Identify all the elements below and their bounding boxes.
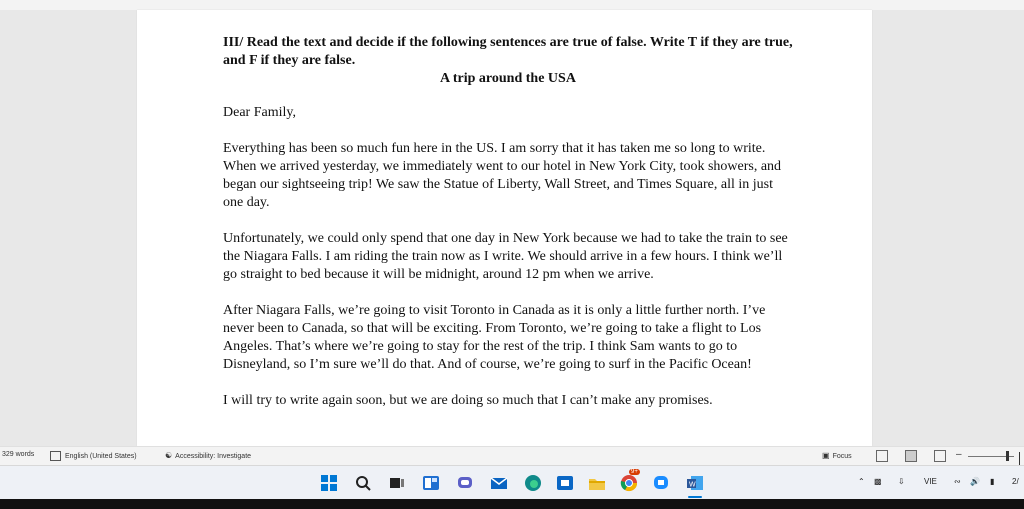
app-tray-icon[interactable]: ▩ bbox=[874, 477, 882, 486]
zoom-out-icon[interactable]: – bbox=[956, 449, 962, 460]
focus-icon: ▣ bbox=[822, 451, 830, 460]
document-canvas[interactable] bbox=[0, 10, 1024, 446]
paragraph-1: Everything has been so much fun here in the US. I am sorry that it has taken me so long to write. When we arrived yesterday, we immediately went to our hotel in New York City, took showers, and began our sightseeing trip! We saw the Statue of Liberty, Wall Street, and Times Square, all in just one day. bbox=[223, 141, 782, 210]
taskbar bbox=[0, 465, 1024, 500]
notification-badge: 9+ bbox=[631, 469, 638, 475]
accessibility-indicator[interactable] bbox=[165, 451, 251, 460]
svg-text:W: W bbox=[689, 481, 696, 489]
store-icon[interactable] bbox=[556, 474, 574, 492]
screen-bezel bbox=[0, 499, 1024, 509]
chrome-icon[interactable] bbox=[620, 474, 638, 492]
active-app-indicator bbox=[688, 496, 702, 498]
read-mode-button[interactable] bbox=[876, 450, 888, 462]
messenger-icon[interactable] bbox=[652, 474, 670, 492]
paragraph-2: Unfortunately, we could only spend that one day in New York because we had to take the train to see the Niagara Falls. I am riding the train now as I write. We should arrive in a few hours. I think we’ll go straight to bed because it will be midnight, around 12 pm when we arrive. bbox=[223, 231, 788, 282]
input-language[interactable]: VIE bbox=[924, 477, 937, 486]
letter-greeting: Dear Family, bbox=[223, 105, 296, 120]
battery-icon[interactable]: ▮ bbox=[990, 477, 995, 486]
clock-date[interactable]: 2/ bbox=[1012, 477, 1019, 486]
document-content[interactable] bbox=[223, 34, 793, 428]
focus-label: Focus bbox=[832, 453, 852, 460]
accessibility-icon: ☯ bbox=[165, 451, 173, 460]
teams-chat-icon[interactable] bbox=[456, 474, 474, 492]
wifi-icon[interactable]: ∾ bbox=[954, 477, 961, 486]
paragraph-4: I will try to write again soon, but we are doing so much that I can’t make any promises. bbox=[223, 393, 713, 408]
status-bar bbox=[0, 446, 1024, 465]
search-icon[interactable] bbox=[354, 474, 372, 492]
exercise-instruction: III/ Read the text and decide if the following sentences are true of false. Write T if they are true, and F if they are false. bbox=[223, 35, 793, 68]
onedrive-icon[interactable]: ⇩ bbox=[898, 477, 905, 486]
text-title: A trip around the USA bbox=[440, 71, 576, 86]
widgets-icon[interactable] bbox=[422, 474, 440, 492]
windows-start-icon[interactable] bbox=[320, 474, 338, 492]
word-icon[interactable] bbox=[686, 474, 704, 492]
print-layout-button[interactable] bbox=[905, 450, 917, 462]
paragraph-3: After Niagara Falls, we’re going to visit Toronto in Canada as it is only a little further north. I’ve never been to Canada, so that will be exciting. From Toronto, we’re going to take a flight to Los Angeles. That’s where we’re going to stay for the rest of the trip. I think Sam wants to go to Disneyland, so I’m sure we’ll do that. And of course, we’re going to surf in the Pacific Ocean! bbox=[223, 303, 766, 372]
zoom-slider-thumb[interactable] bbox=[1006, 451, 1009, 461]
word-count[interactable]: 329 words bbox=[2, 451, 35, 458]
task-view-icon[interactable] bbox=[388, 474, 406, 492]
web-layout-button[interactable] bbox=[934, 450, 946, 462]
show-hidden-icons[interactable]: ⌃ bbox=[858, 477, 865, 486]
mail-icon[interactable] bbox=[490, 474, 508, 492]
language-indicator[interactable] bbox=[50, 451, 137, 461]
text-cursor bbox=[1019, 452, 1020, 466]
language-label: English (United States) bbox=[65, 452, 137, 460]
file-explorer-icon[interactable] bbox=[588, 474, 606, 492]
accessibility-label: Accessibility: Investigate bbox=[175, 453, 252, 460]
edge-icon[interactable] bbox=[524, 474, 542, 492]
volume-icon[interactable]: 🔊 bbox=[970, 477, 980, 486]
proofing-icon bbox=[50, 451, 61, 461]
focus-button[interactable] bbox=[822, 451, 852, 460]
document-page[interactable] bbox=[137, 10, 872, 446]
